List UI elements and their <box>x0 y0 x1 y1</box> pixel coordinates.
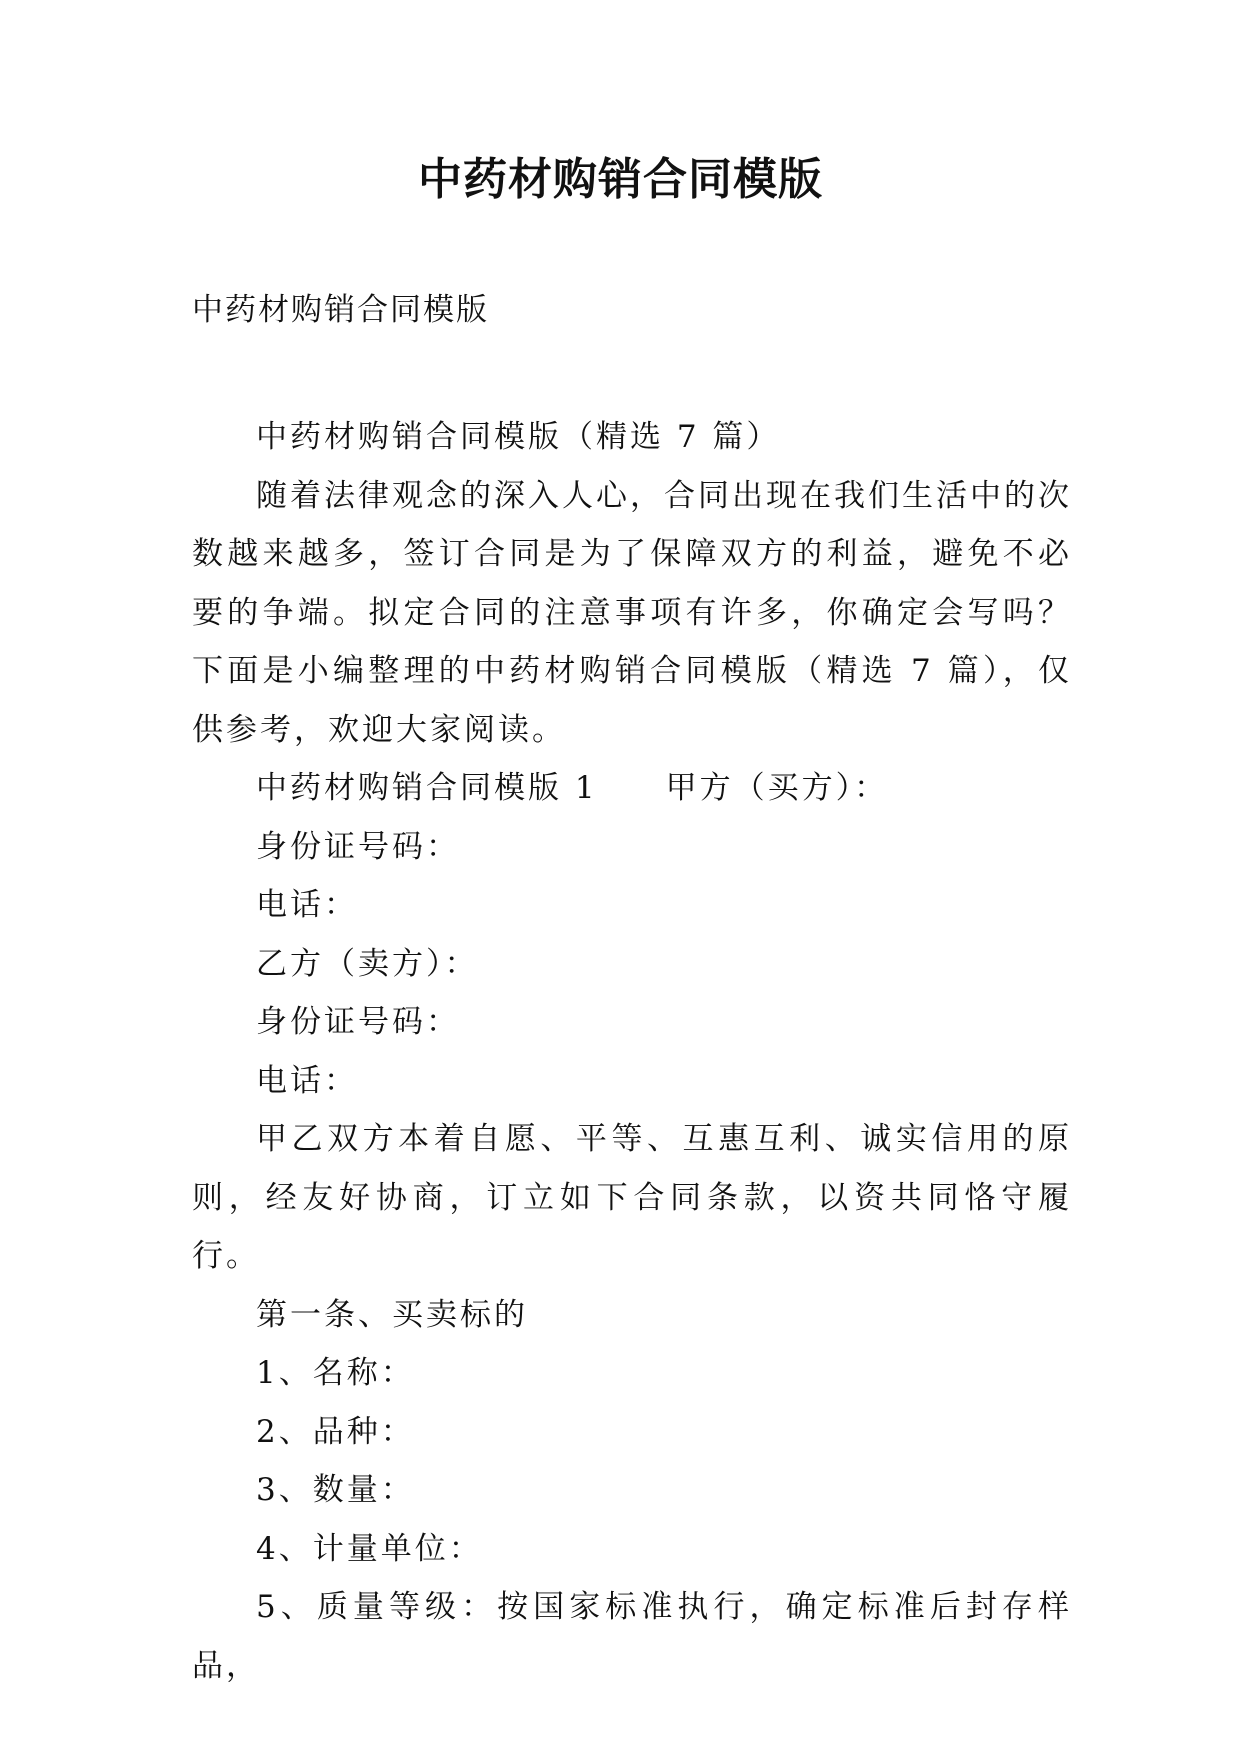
article-item: 1、名称： <box>256 1355 415 1391</box>
article-1-title: 第一条、买卖标的 <box>256 1296 528 1333</box>
document-title: 中药材购销合同模版 <box>418 154 823 205</box>
party-b-id-line: 身份证号码： <box>256 1004 460 1040</box>
party-b-phone-line: 电话： <box>256 1062 358 1099</box>
principle-paragraph: 甲乙双方本着自愿、平等、互惠互利、诚实信用的原则，经友好协商，订立如下合同条款，以资共同恪守履行。 <box>192 1121 1072 1274</box>
contract-header-line <box>192 759 1072 818</box>
contract-label: 中药材购销合同模版 1 <box>256 770 598 806</box>
article-item: 4、计量单位： <box>256 1530 483 1567</box>
party-a-id-line: 身份证号码： <box>256 828 460 865</box>
party-a-phone-line: 电话： <box>256 887 358 923</box>
selected-heading: 中药材购销合同模版（精选 7 篇） <box>256 419 781 455</box>
intro-paragraph: 随着法律观念的深入人心，合同出现在我们生活中的次数越来越多，签订合同是为了保障双方的利益，避免不必要的争端。拟定合同的注意事项有许多，你确定会写吗？下面是小编整理的中药材购销合同模版（精选 7 篇），仅供参考，欢迎大家阅读。 <box>192 477 1072 748</box>
document-subtitle: 中药材购销合同模版 <box>192 292 489 328</box>
article-item: 2、品种： <box>256 1413 415 1450</box>
article-item: 5、质量等级：按国家标准执行，确定标准后封存样品， <box>192 1589 1072 1684</box>
party-a-label: 甲方（买方）： <box>665 770 889 806</box>
article-item: 3、数量： <box>256 1472 415 1508</box>
party-b-line: 乙方（卖方）： <box>256 945 479 982</box>
document-body <box>192 408 1072 1695</box>
